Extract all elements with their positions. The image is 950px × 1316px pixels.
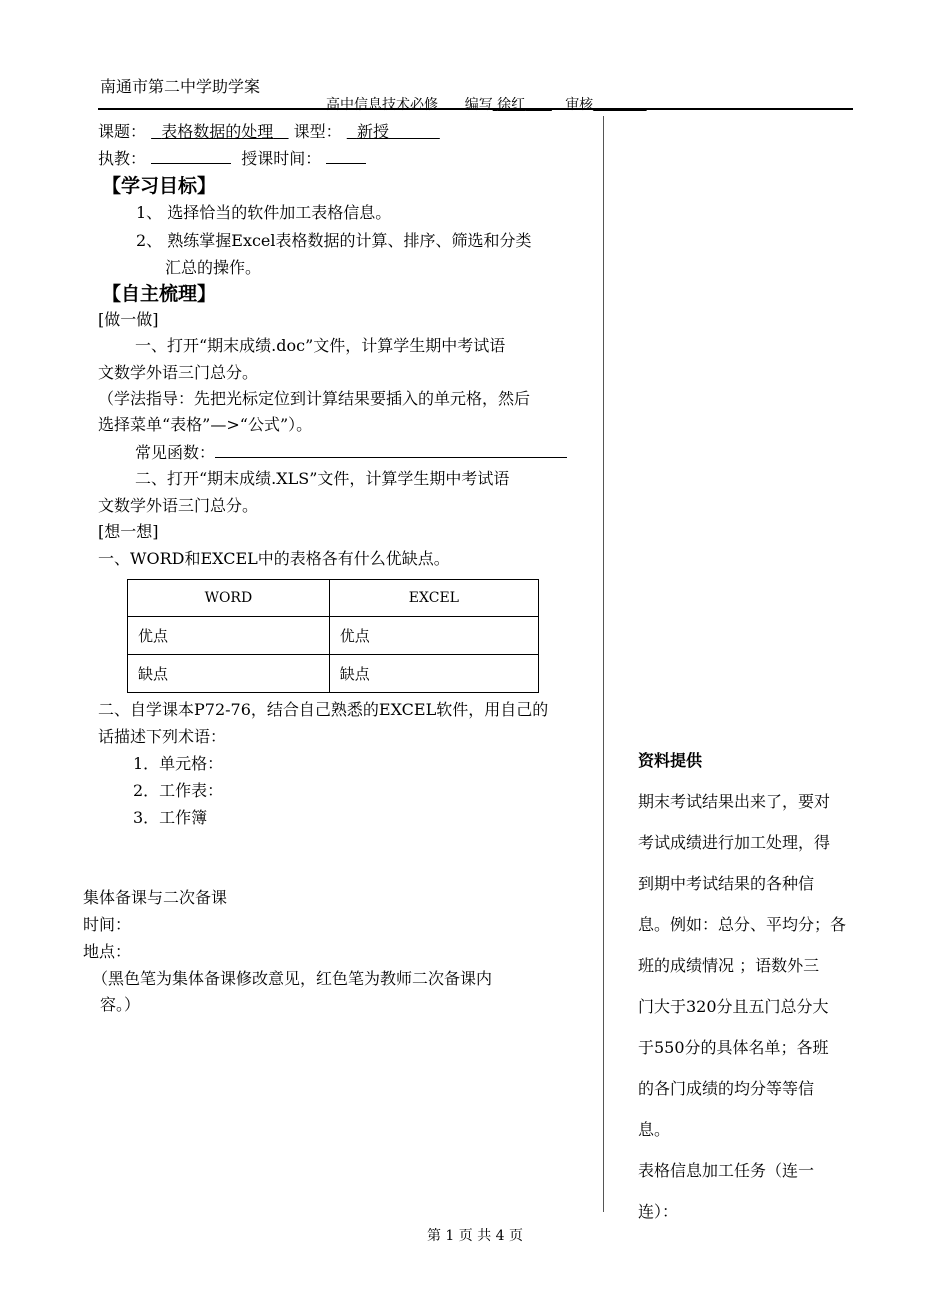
table-header-row xyxy=(128,580,539,617)
table-row xyxy=(128,655,539,693)
column-divider xyxy=(603,116,604,1212)
goal-item-2-cont: 汇总的操作。 xyxy=(165,258,262,277)
sidebar-line: 班的成绩情况 ；语数外三 xyxy=(638,956,820,975)
sidebar-line: 息。 xyxy=(638,1120,671,1139)
sidebar-resources xyxy=(638,740,858,1232)
author-label: 编写 xyxy=(464,97,493,113)
topic-label: 课题： xyxy=(98,122,147,141)
teacher-blank xyxy=(151,149,231,164)
task1-line1: 一、打开“期末成绩.doc”文件，计算学生期中考试语 xyxy=(135,336,506,355)
goal-item-2: 2、 熟练掌握Excel表格数据的计算、排序、筛选和分类 xyxy=(136,231,532,250)
sidebar-line: 的各门成绩的均分等等信 xyxy=(638,1079,815,1098)
prep-note-line1: （黑色笔为集体备课修改意见，红色笔为教师二次备课内 xyxy=(92,969,493,988)
think-question-2-line2: 话描述下列术语： xyxy=(98,727,227,746)
sidebar-line: 于550分的具体名单；各班 xyxy=(638,1038,829,1057)
sidebar-line: 门大于320分且五门总分大 xyxy=(638,997,829,1016)
prep-place-label: 地点： xyxy=(83,942,132,961)
teacher-label: 执教： xyxy=(98,149,147,168)
sidebar-line: 考试成绩进行加工处理，得 xyxy=(638,833,831,852)
topic-value: 表格数据的处理 xyxy=(161,122,274,141)
time-blank xyxy=(326,149,366,164)
goals-heading: 【学习目标】 xyxy=(102,175,217,197)
term-item: 3．工作簿 xyxy=(133,808,208,827)
table-cell: 优点 xyxy=(329,617,538,655)
goal-item-1: 1、 选择恰当的软件加工表格信息。 xyxy=(136,203,392,222)
sidebar-line: 连）： xyxy=(638,1202,679,1221)
table-row xyxy=(128,617,539,655)
sidebar-line: 到期中考试结果的各种信 xyxy=(638,874,815,893)
type-value: 新授 xyxy=(356,122,389,141)
think-question-1: 一、WORD和EXCEL中的表格各有什么优缺点。 xyxy=(98,549,450,568)
comparison-table xyxy=(127,579,539,693)
table-cell: 优点 xyxy=(128,617,330,655)
sidebar-line: 期末考试结果出来了，要对 xyxy=(638,792,831,811)
teacher-line xyxy=(98,146,366,169)
guide-line2: 选择菜单“表格”—>“公式”）。 xyxy=(98,415,313,434)
table-cell: 缺点 xyxy=(329,655,538,693)
header-subline xyxy=(326,94,647,114)
functions-blank xyxy=(215,443,567,458)
guide-line1: （学法指导：先把光标定位到计算结果要插入的单元格，然后 xyxy=(98,389,531,408)
functions-label: 常见函数： xyxy=(135,443,216,462)
time-label: 授课时间： xyxy=(241,149,322,168)
do-label: [做一做] xyxy=(98,310,159,329)
reviewer-label: 审核 xyxy=(565,97,594,113)
term-item: 1．单元格： xyxy=(133,754,224,773)
course-name: 高中信息技术必修 xyxy=(326,97,438,113)
table-header-cell: WORD xyxy=(128,580,330,617)
reviewer-blank xyxy=(593,97,646,113)
prep-note-line2: 容。） xyxy=(100,995,141,1014)
task2-line2: 文数学外语三门总分。 xyxy=(98,496,259,515)
review-heading: 【自主梳理】 xyxy=(102,283,217,305)
sidebar-title: 资料提供 xyxy=(638,751,703,770)
think-question-2-line1: 二、自学课本P72-76，结合自己熟悉的EXCEL软件，用自己的 xyxy=(98,700,549,719)
page-number: 第 1 页 共 4 页 xyxy=(426,1228,524,1244)
task1-line2: 文数学外语三门总分。 xyxy=(98,363,259,382)
table-header-cell: EXCEL xyxy=(329,580,538,617)
prep-time-label: 时间： xyxy=(83,915,132,934)
table-cell: 缺点 xyxy=(128,655,330,693)
type-label: 课型： xyxy=(293,122,342,141)
sidebar-line: 表格信息加工任务（连一 xyxy=(638,1161,815,1180)
prep-title: 集体备课与二次备课 xyxy=(83,888,228,907)
author-name: 徐红 xyxy=(497,97,526,113)
topic-line xyxy=(98,119,440,142)
school-name: 南通市第二中学助学案 xyxy=(100,77,261,96)
term-item: 2．工作表： xyxy=(133,781,224,800)
task2-line1: 二、打开“期末成绩.XLS”文件，计算学生期中考试语 xyxy=(135,469,510,488)
sidebar-line: 息。例如：总分、平均分；各 xyxy=(638,915,847,934)
think-label: [想一想] xyxy=(98,522,159,541)
functions-line xyxy=(135,440,567,463)
header-rule xyxy=(98,108,853,110)
